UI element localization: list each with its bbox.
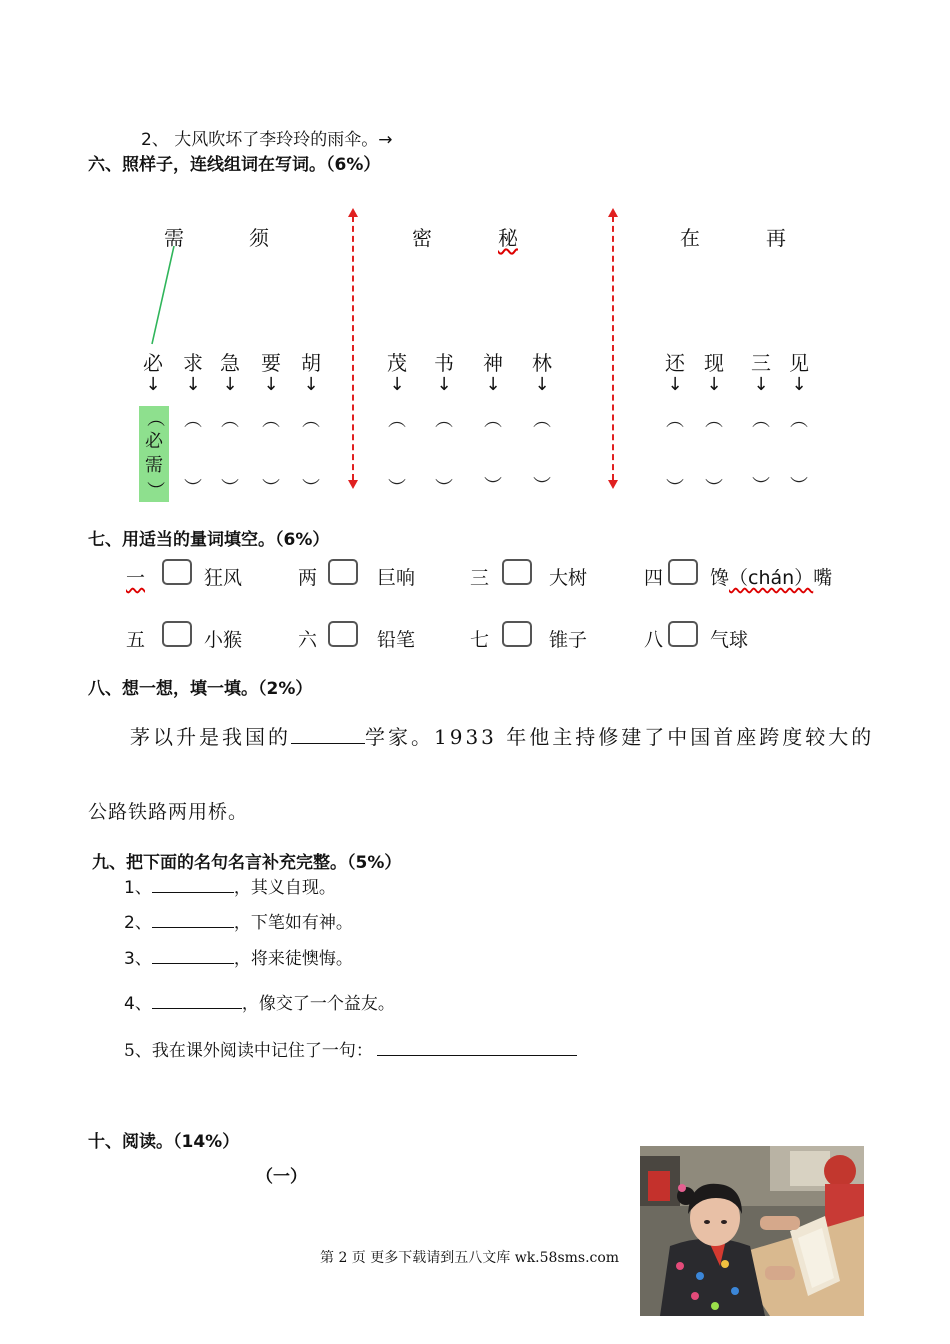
measure-word-box[interactable] — [668, 559, 698, 585]
measure-noun: 大树 — [549, 567, 588, 589]
measure-number: 四 — [644, 567, 664, 589]
answer-bracket-open[interactable]: ︵ — [790, 410, 808, 431]
answer-bracket-open[interactable]: ︵ — [533, 410, 551, 431]
quote-item-5 — [124, 1036, 577, 1061]
quote-item — [124, 944, 353, 969]
bottom-char: 神 — [483, 351, 503, 375]
down-arrow-icon: ↓ — [185, 374, 201, 395]
fill-sentence — [130, 721, 874, 750]
bottom-char: 书 — [434, 351, 454, 375]
bottom-char: 求 — [183, 351, 203, 375]
example-answer — [139, 406, 169, 502]
measure-number: 七 — [470, 629, 490, 651]
bottom-char: 要 — [261, 351, 281, 375]
connect-line — [140, 240, 190, 350]
answer-bracket-close: ︶ — [790, 476, 808, 497]
answer-bracket-open[interactable]: ︵ — [666, 410, 684, 431]
answer-bracket-close: ︶ — [533, 476, 551, 497]
section-8-title: 八、想一想，填一填。（2%） — [88, 679, 313, 699]
fill-sentence-part: 茅以升是我国的 — [130, 725, 291, 749]
measure-noun: 气球 — [710, 629, 749, 651]
down-arrow-icon: ↓ — [389, 374, 405, 395]
fill-sentence-continued: 公路铁路两用桥。 — [88, 801, 249, 823]
quote-number: 4、 — [124, 994, 152, 1014]
top-char: 再 — [766, 226, 786, 250]
down-arrow-icon: ↓ — [145, 374, 161, 395]
measure-number: 五 — [126, 629, 146, 651]
measure-word-box[interactable] — [502, 621, 532, 647]
answer-bracket-open[interactable]: ︵ — [752, 410, 770, 431]
quote-tail: ，其义自现。 — [233, 878, 336, 898]
section-6-title: 六、照样子，连线组词在写词。（6%） — [88, 155, 381, 175]
quote-blank[interactable] — [152, 878, 234, 893]
quote-tail: ，下笔如有神。 — [233, 913, 353, 933]
answer-bracket-close: ︶ — [388, 478, 406, 499]
answer-bracket-close: ︶ — [184, 478, 202, 499]
bottom-char: 还 — [665, 351, 685, 375]
reading-part-label: （一） — [256, 1167, 307, 1187]
quote-prompt: 5、我在课外阅读中记住了一句： — [124, 1041, 373, 1061]
answer-bracket-open[interactable]: ︵ — [705, 410, 723, 431]
down-arrow-icon: ↓ — [263, 374, 279, 395]
quote-item — [124, 873, 336, 898]
quote-item — [124, 989, 395, 1014]
divider-arrow-down-icon — [348, 480, 358, 489]
measure-number: 三 — [470, 567, 490, 589]
down-arrow-icon: ↓ — [485, 374, 501, 395]
divider-dashed-line — [352, 216, 354, 480]
down-arrow-icon: ↓ — [753, 374, 769, 395]
quote-number: 3、 — [124, 949, 152, 969]
answer-bracket-open[interactable]: ︵ — [262, 410, 280, 431]
bottom-char: 三 — [751, 351, 771, 375]
answer-bracket-open[interactable]: ︵ — [221, 410, 239, 431]
example-answer-char: ） — [144, 481, 165, 499]
bottom-char: 茂 — [387, 351, 407, 375]
measure-word-box[interactable] — [328, 559, 358, 585]
answer-bracket-close: ︶ — [752, 476, 770, 497]
answer-bracket-open[interactable]: ︵ — [484, 410, 502, 431]
answer-bracket-close: ︶ — [666, 478, 684, 499]
down-arrow-icon: ↓ — [534, 374, 550, 395]
section-9-title: 九、把下面的名句名言补充完整。（5%） — [92, 853, 402, 873]
top-char: 须 — [249, 226, 269, 250]
measure-number: 八 — [644, 629, 664, 651]
page-footer: 第 2 页 更多下载请到五八文库 wk.58sms.com — [320, 1250, 620, 1266]
down-arrow-icon: ↓ — [791, 374, 807, 395]
quote-number: 1、 — [124, 878, 152, 898]
measure-noun: 小猴 — [204, 629, 243, 651]
section-7-title: 七、用适当的量词填空。（6%） — [88, 530, 330, 550]
quote-item — [124, 908, 353, 933]
example-answer-char: 需 — [145, 455, 163, 476]
quote-tail: ，将来徒懊悔。 — [233, 949, 353, 969]
answer-bracket-close: ︶ — [435, 478, 453, 499]
measure-word-box[interactable] — [328, 621, 358, 647]
quote-blank[interactable] — [152, 949, 234, 964]
measure-noun: 狂风 — [204, 567, 243, 589]
measure-noun-pinyin: （chán） — [729, 567, 814, 589]
measure-word-box[interactable] — [668, 621, 698, 647]
example-answer-char: 必 — [145, 431, 163, 452]
down-arrow-icon: ↓ — [222, 374, 238, 395]
quote-tail: ，像交了一个益友。 — [241, 994, 395, 1014]
answer-bracket-open[interactable]: ︵ — [435, 410, 453, 431]
measure-noun-tail: 嘴 — [813, 567, 833, 589]
bottom-char: 胡 — [301, 351, 321, 375]
bottom-char: 必 — [143, 351, 163, 375]
answer-bracket-close: ︶ — [484, 476, 502, 497]
bottom-char: 见 — [789, 351, 809, 375]
answer-bracket-open[interactable]: ︵ — [388, 410, 406, 431]
measure-noun: 巨响 — [377, 567, 416, 589]
fill-blank[interactable] — [291, 725, 365, 744]
answer-bracket-close: ︶ — [262, 478, 280, 499]
quote-blank[interactable] — [377, 1041, 577, 1056]
reading-photo — [640, 1146, 864, 1316]
measure-word-box[interactable] — [162, 559, 192, 585]
sentence-item-2: 2、 大风吹坏了李玲玲的雨伞。→ — [141, 130, 393, 150]
top-char: 需 — [164, 226, 184, 250]
measure-number: 一 — [126, 567, 146, 589]
measure-noun — [710, 563, 832, 590]
measure-word-box[interactable] — [162, 621, 192, 647]
quote-number: 2、 — [124, 913, 152, 933]
answer-bracket-close: ︶ — [705, 478, 723, 499]
divider-dashed-line — [612, 216, 614, 480]
section-10-title: 十、阅读。（14%） — [88, 1132, 240, 1152]
measure-noun: 锥子 — [549, 629, 588, 651]
answer-bracket-close: ︶ — [302, 478, 320, 499]
measure-number: 两 — [298, 567, 318, 589]
divider-arrow-down-icon — [608, 480, 618, 489]
girl-reading-photo — [640, 1146, 864, 1316]
down-arrow-icon: ↓ — [667, 374, 683, 395]
top-char: 在 — [680, 226, 700, 250]
measure-word-box[interactable] — [502, 559, 532, 585]
answer-bracket-open[interactable]: ︵ — [184, 410, 202, 431]
example-answer-char: （ — [144, 409, 165, 427]
answer-bracket-close: ︶ — [221, 478, 239, 499]
measure-number: 六 — [298, 629, 318, 651]
quote-blank[interactable] — [152, 994, 242, 1009]
top-char: 密 — [412, 226, 432, 250]
down-arrow-icon: ↓ — [436, 374, 452, 395]
quote-blank[interactable] — [152, 913, 234, 928]
top-char: 秘 — [498, 226, 518, 250]
measure-noun: 铅笔 — [377, 629, 416, 651]
fill-sentence-part: 学家。1933 年他主持修建了中国首座跨度较大的 — [365, 725, 875, 749]
bottom-char: 现 — [704, 351, 724, 375]
bottom-char: 林 — [532, 351, 552, 375]
answer-bracket-open[interactable]: ︵ — [302, 410, 320, 431]
down-arrow-icon: ↓ — [706, 374, 722, 395]
down-arrow-icon: ↓ — [303, 374, 319, 395]
measure-noun-char: 馋 — [710, 567, 730, 589]
bottom-char: 急 — [220, 351, 240, 375]
